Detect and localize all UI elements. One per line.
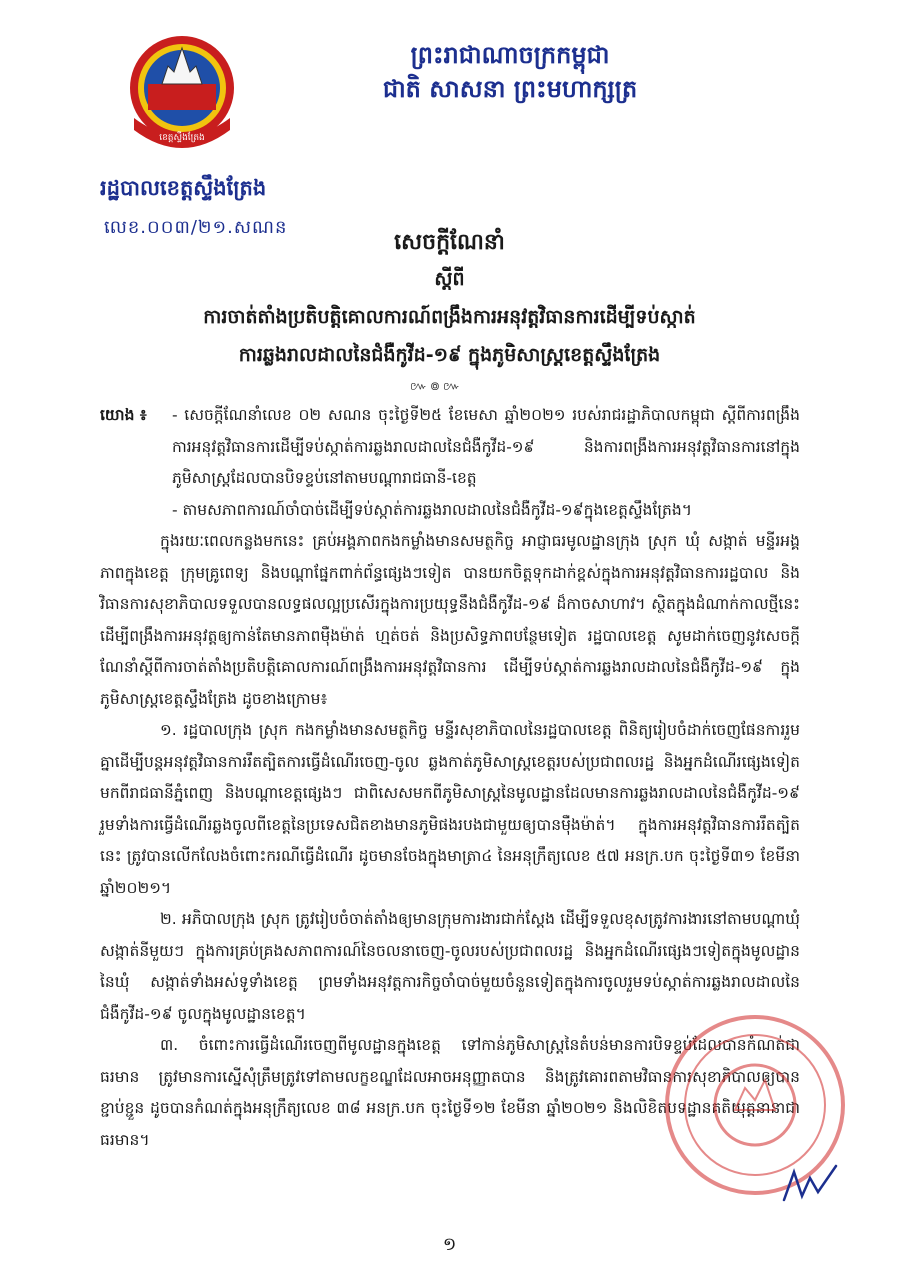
paragraph-3: ៣. ចំពោះការធ្វើដំណើរចេញពីមូលដ្ឋានក្នុងខេត្ត ទៅកាន់ភូមិសាស្ត្រនៃតំបន់មានការបិទខ្ទប់ដែលបានកំណត់ជាធរមាន ត្រូវមានការស្នើសុំត្រឹមត្រូវទៅតាមលក្ខខណ្ឌដែលអាចអនុញ្ញាតបាន និងត្រូវគោរពតាមវិធានការសុខាភិបាលឲ្យបានខ្ជាប់ខ្ជួន ដូចបានកំណត់ក្នុងអនុក្រឹត្យលេខ ៣៨ អនក្រ.បក ចុះថ្ងៃទី១២ ខែមីនា ឆ្នាំ២០២១ និងលិខិតបទដ្ឋានគតិយុត្តនានាជាធរមាន។	[100, 1036, 800, 1149]
signature-icon	[780, 1160, 840, 1210]
document-about: ស្តីពី	[434, 268, 465, 290]
subject-line-2: ការឆ្លងរាលដាលនៃជំងឺកូវីដ-១៩ ក្នុងភូមិសាស្រ្តខេត្តស្ទឹងត្រែង	[238, 344, 661, 366]
subject-line-1: ការចាត់តាំងប្រតិបត្តិគោលការណ៍ពង្រឹងការអនុវត្តវិធានការដើម្បីទប់ស្កាត់	[203, 306, 696, 328]
references-list	[172, 400, 800, 526]
document-title: សេចក្តីណែនាំ	[394, 230, 505, 255]
reference-number: លេខ.០០៣/២១.សណន	[104, 217, 288, 238]
references	[100, 400, 800, 526]
reference-item-1: - សេចក្តីណែនាំលេខ ០២ សណន ចុះថ្ងៃទី២៥ ខែមេសា ឆ្នាំ២០២១ របស់រាជរដ្ឋាភិបាលកម្ពុជា ស្តីពីការពង្រឹងការអនុវត្តវិធានការដើម្បីទប់ស្កាត់ការឆ្លងរាលដាលនៃជំងឺកូវីដ-១៩ និងការពង្រឹងការអនុវត្តវិធានការនៅក្នុងភូមិសាស្ត្រដែលបានបិទខ្ទប់នៅតាមបណ្តារាជធានី-ខេត្ត	[172, 406, 800, 487]
paragraph-1: ១. រដ្ឋបាលក្រុង ស្រុក កងកម្លាំងមានសមត្ថកិច្ច មន្ទីរសុខាភិបាលនៃរដ្ឋបាលខេត្ត ពិនិត្យរៀបចំដាក់ចេញផែនការរួមគ្នាដើម្បីបន្តអនុវត្តវិធានការរឹតត្បិតការធ្វើដំណើរចេញ-ចូល ឆ្លងកាត់ភូមិសាស្ត្រខេត្តរបស់ប្រជាពលរដ្ឋ និងអ្នកដំណើរផ្សេងទៀត មកពីរាជធានីភ្នំពេញ និងបណ្តាខេត្តផ្សេងៗ ជាពិសេសមកពីភូមិសាស្ត្រនៃមូលដ្ឋានដែលមានការឆ្លងរាលដាលនៃជំងឺកូវីដ-១៩ រួមទាំងការធ្វើដំណើរឆ្លងចូលពីខេត្តនៃប្រទេសជិតខាងមានភូមិផងរបងជាមួយឲ្យបានម៉ឺងម៉ាត់។ ក្នុងការអនុវត្តវិធានការរឹតត្បិតនេះ ត្រូវបានលើកលែងចំពោះករណីធ្វើដំណើរ ដូចមានចែងក្នុងមាត្រា៤ នៃអនុក្រឹត្យលេខ ៥៧ អនក្រ.បក ចុះថ្ងៃទី៣១ ខែមីនា ឆ្នាំ២០២១។	[100, 721, 800, 897]
issuing-administration: រដ្ឋបាលខេត្តស្ទឹងត្រែង	[100, 176, 267, 200]
kingdom-heading	[300, 38, 720, 106]
reference-item-2: - តាមសភាពការណ៍ចាំបាច់ដើម្បីទប់ស្កាត់ការឆ្លងរាលដាលនៃជំងឺកូវីដ-១៩ក្នុងខេត្តស្ទឹងត្រែង។	[172, 500, 692, 519]
kingdom-line-1: ព្រះរាជាណាចក្រកម្ពុជា	[410, 41, 610, 69]
page-number: ១	[442, 1234, 457, 1255]
title-ornament: ៚៙៚	[410, 379, 463, 393]
references-label: យោង ៖	[100, 406, 147, 424]
paragraph-2: ២. អភិបាលក្រុង ស្រុក ត្រូវរៀបចំចាត់តាំងឲ្យមានក្រុមការងារជាក់ស្តែង ដើម្បីទទួលខុសត្រូវការងារនៅតាមបណ្តាឃុំ សង្កាត់នីមួយៗ ក្នុងការគ្រប់គ្រងសភាពការណ៍នៃចលនាចេញ-ចូលរបស់ប្រជាពលរដ្ឋ និងអ្នកដំណើរផ្សេងៗទៀតក្នុងមូលដ្ឋាននៃឃុំ សង្កាត់ទាំងអស់ទូទាំងខេត្ត ព្រមទាំងអនុវត្តការកិច្ចចាំបាច់មួយចំនួនទៀតក្នុងការចូលរួមទប់ស្កាត់ការឆ្លងរាលដាលនៃជំងឺកូវីដ-១៩ ចូលក្នុងមូលដ្ឋានខេត្ត។	[100, 910, 800, 1023]
emblem-text: ខេត្តស្ទឹងត្រែង	[159, 133, 205, 143]
provincial-emblem-icon	[128, 26, 236, 176]
intro-paragraph: ក្នុងរយៈពេលកន្លងមកនេះ គ្រប់អង្គភាពកងកម្លាំងមានសមត្ថកិច្ច អាជ្ញាធរមូលដ្ឋានក្រុង ស្រុក ឃុំ សង្កាត់ មន្ទីរអង្គភាពក្នុងខេត្ត ក្រុមគ្រូពេទ្យ និងបណ្តាផ្នែកពាក់ព័ន្ធផ្សេងៗទៀត បានយកចិត្តទុកដាក់ខ្ពស់ក្នុងការអនុវត្តវិធានការរដ្ឋបាល និងវិធានការសុខាភិបាលទទួលបានលទ្ធផលល្អប្រសើរក្នុងការប្រយុទ្ធនឹងជំងឺកូវីដ-១៩ ដ៏កាចសាហាវ។ ស្ថិតក្នុងដំណាក់កាលថ្មីនេះ ដើម្បីពង្រឹងការអនុវត្តឲ្យកាន់តែមានភាពម៉ឺងម៉ាត់ ហ្មត់ចត់ និងប្រសិទ្ធភាពបន្ថែមទៀត រដ្ឋបាលខេត្ត សូមដាក់ចេញនូវសេចក្តីណែនាំស្តីពីការចាត់តាំងប្រតិបត្តិគោលការណ៍ពង្រឹងការអនុវត្តវិធានការ ដើម្បីទប់ស្កាត់ការឆ្លងរាលដាលនៃជំងឺកូវីដ-១៩ ក្នុងភូមិសាស្ត្រខេត្តស្ទឹងត្រែង ដូចខាងក្រោម៖	[100, 532, 800, 708]
kingdom-line-2: ជាតិ សាសនា ព្រះមហាក្សត្រ	[382, 75, 638, 103]
